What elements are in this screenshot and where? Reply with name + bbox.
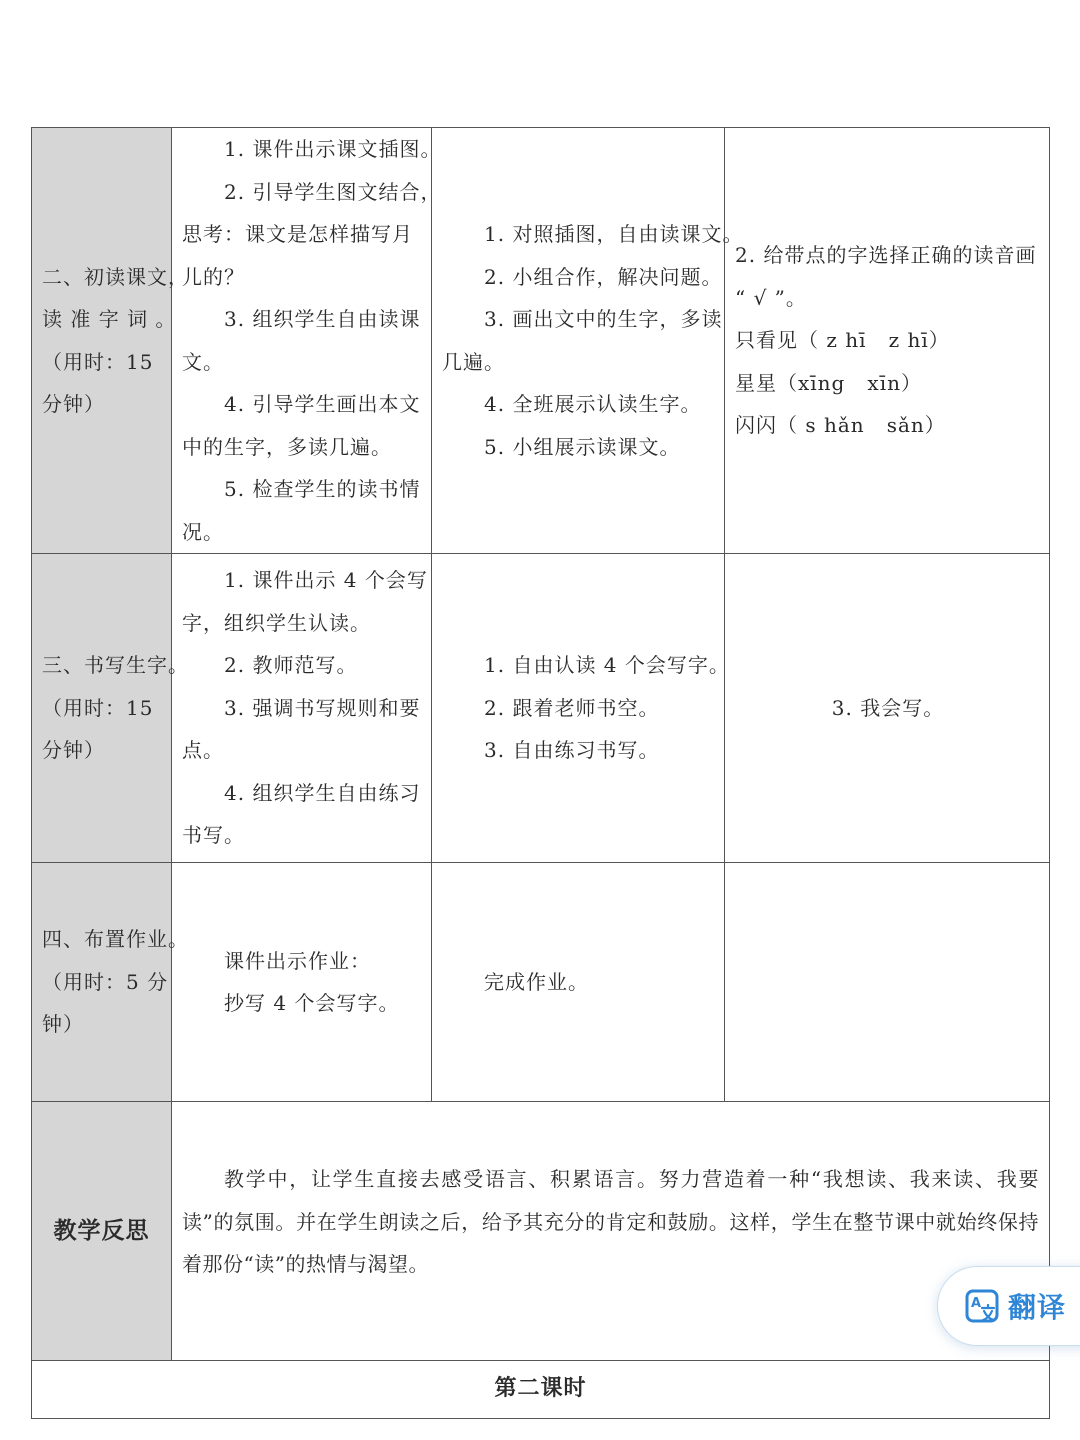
session-title: 第二课时	[32, 1361, 1050, 1419]
translate-label: 翻译	[1008, 1291, 1067, 1324]
teacher-step: 中的生字，多读几遍。	[182, 434, 392, 459]
stage-cell	[32, 128, 189, 554]
teacher-step: 抄写 4 个会写字。	[224, 991, 400, 1015]
practice-cell	[725, 863, 1050, 1102]
stage-line: 分钟）	[42, 738, 105, 763]
student-step: 完成作业。	[484, 969, 589, 994]
practice-line: 只看见（ z hī z hī）	[735, 328, 950, 353]
stage-line: 二、初读课文，	[42, 264, 189, 289]
reflection-text: 教学中，让学生直接去感受语言、积累语言。努力营造着一种“我想读、我来读、我要读”的氛围。并在学生朗读之后，给予其充分的肯定和鼓励。这样，学生在整节课中就始终保持着那份“读”的热情与渴望。	[182, 1167, 1039, 1277]
stage-line: 分钟）	[42, 392, 105, 416]
reflection-cell	[172, 1102, 1050, 1361]
practice-line: “ √ ”。	[735, 285, 807, 310]
teacher-step: 2. 教师范写。	[224, 653, 358, 678]
teacher-activity-cell	[172, 554, 432, 863]
student-activity-cell	[432, 128, 744, 554]
stage-line: 四、布置作业。	[42, 927, 189, 952]
teacher-step: 课件出示作业：	[224, 948, 371, 973]
student-step: 几遍。	[442, 349, 505, 374]
stage-line: 三、书写生字。	[42, 653, 189, 678]
student-activity-cell	[432, 554, 730, 863]
table-row	[32, 128, 1050, 554]
teacher-step: 儿的？	[182, 264, 245, 289]
practice-cell	[725, 128, 1050, 554]
teacher-step: 文。	[182, 349, 224, 374]
lesson-plan-table	[31, 127, 1050, 1419]
teacher-step: 5. 检查学生的读书情	[224, 477, 421, 501]
stage-line: 读 准 字 词 。	[42, 307, 177, 331]
translate-icon	[964, 1288, 1000, 1324]
table-row	[32, 1361, 1050, 1419]
teacher-activity-cell	[172, 863, 432, 1102]
teacher-step: 4. 引导学生画出本文	[224, 392, 421, 416]
teacher-step: 书写。	[182, 823, 245, 848]
teacher-step: 况。	[182, 519, 224, 544]
svg-text:A: A	[971, 1296, 982, 1311]
practice-line: 3. 我会写。	[831, 695, 945, 720]
practice-line: 星星（xīng xīn）	[735, 370, 922, 395]
reflection-heading: 教学反思	[32, 1102, 172, 1361]
student-step: 2. 跟着老师书空。	[484, 695, 660, 720]
stage-line: 钟）	[42, 1012, 84, 1037]
teacher-step: 1. 课件出示 4 个会写	[224, 568, 428, 593]
stage-line: （用时：15	[42, 695, 154, 720]
practice-cell	[725, 554, 1050, 863]
teacher-step: 点。	[182, 738, 224, 763]
teacher-step: 字，组织学生认读。	[182, 610, 371, 635]
student-activity-cell	[432, 863, 725, 1102]
student-step: 3. 画出文中的生字，多读	[484, 307, 723, 331]
teacher-step: 2. 引导学生图文结合，	[224, 179, 442, 204]
student-step: 1. 对照插图，自由读课文。	[484, 222, 744, 246]
stage-cell	[32, 554, 189, 863]
teacher-step: 3. 强调书写规则和要	[224, 695, 421, 720]
translate-button[interactable]	[937, 1266, 1080, 1346]
teacher-step: 思考：课文是怎样描写月	[182, 222, 413, 246]
teacher-step: 3. 组织学生自由读课	[224, 307, 421, 331]
stage-line: （用时：15	[42, 349, 154, 374]
table-row	[32, 863, 1050, 1102]
student-step: 2. 小组合作，解决问题。	[484, 264, 723, 289]
practice-line: 2. 给带点的字选择正确的读音画	[735, 243, 1037, 268]
student-step: 1. 自由认读 4 个会写字。	[484, 653, 730, 678]
student-step: 5. 小组展示读课文。	[484, 434, 681, 459]
table-row	[32, 554, 1050, 863]
stage-cell	[32, 863, 189, 1102]
student-step: 4. 全班展示认读生字。	[484, 392, 702, 416]
table-row	[32, 1102, 1050, 1361]
teacher-activity-cell	[172, 128, 442, 554]
stage-line: （用时：5 分	[42, 969, 169, 994]
practice-line: 闪闪（ s hǎn sǎn）	[735, 413, 946, 438]
teacher-step: 1. 课件出示课文插图。	[224, 137, 442, 161]
student-step: 3. 自由练习书写。	[484, 738, 660, 763]
teacher-step: 4. 组织学生自由练习	[224, 780, 421, 805]
